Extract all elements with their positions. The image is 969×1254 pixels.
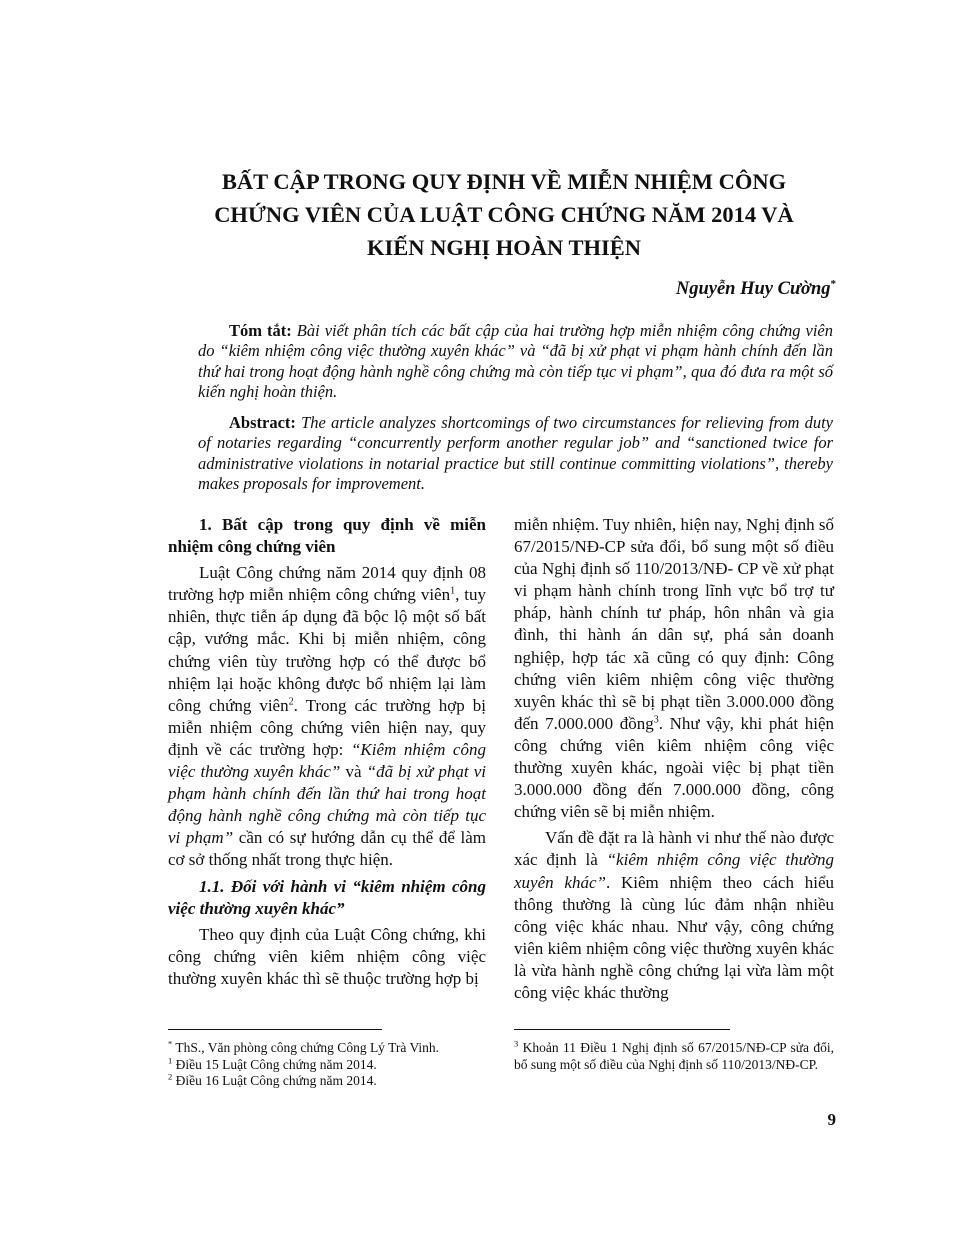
quoted-phrase: “đã bị xử phạt vi phạm hành chính đến lần thứ hai trong hoạt động hành nghề công chứng mà còn tiếp tục vi phạm” bbox=[168, 762, 486, 848]
abstract-vi-label: Tóm tắt: bbox=[229, 321, 292, 340]
para-text: miễn nhiệm. Tuy nhiên, hiện nay, Nghị định số 67/2015/NĐ-CP sửa đổi, bổ sung một số điều của Nghị định số 110/2013/NĐ- CP về xử phạt vi phạm hành chính trong lĩnh vực bổ trợ tư pháp, hành chính tư pháp, hôn nhân và gia đình, thi hành án dân sự, phá sản doanh nghiệp, hợp tác xã cũng có quy định: Công chứng viên kiêm nhiệm công việc thường xuyên khác thì sẽ bị phạt tiền 3.000.000 đồng đến 7.000.000 đồng bbox=[514, 515, 834, 733]
para-text: cần có sự hướng dẫn cụ thể để làm cơ sở thống nhất trong thực hiện. bbox=[168, 828, 487, 870]
footnote-mark: 2 bbox=[168, 1071, 173, 1082]
para-text: Vấn đề đặt ra là hành vi như thế nào được xác định là bbox=[514, 828, 834, 870]
footnote-3 bbox=[514, 1040, 834, 1073]
footnote-text: Điều 15 Luật Công chứng năm 2014. bbox=[172, 1056, 377, 1072]
footnote-text: Điều 16 Luật Công chứng năm 2014. bbox=[172, 1073, 377, 1088]
footnote-text: ThS., Văn phòng công chứng Công Lý Trà Vinh. bbox=[172, 1040, 440, 1055]
footnote-2 bbox=[168, 1073, 486, 1090]
footnote-text: Khoản 11 Điều 1 Nghị định số 67/2015/NĐ-CP sửa đổi, bổ sung một số điều của Nghị định số 110/2013/NĐ-CP. bbox=[514, 1040, 834, 1072]
left-paragraph-2: Theo quy định của Luật Công chứng, khi công chứng viên kiêm nhiệm công việc thường xuyên khác thì sẽ thuộc trường hợp bị bbox=[168, 924, 486, 988]
title-line-2: CHỨNG VIÊN CỦA LUẬT CÔNG CHỨNG NĂM 2014 VÀ bbox=[214, 202, 794, 227]
right-paragraph-2 bbox=[514, 827, 834, 1004]
author-byline bbox=[676, 279, 836, 300]
footnote-1 bbox=[168, 1057, 486, 1074]
footnote-divider-left bbox=[168, 1029, 382, 1030]
right-column bbox=[514, 514, 834, 1004]
footnote-ref-3: 3 bbox=[653, 714, 659, 726]
para-text: và bbox=[340, 762, 367, 782]
right-paragraph-1 bbox=[514, 514, 834, 823]
page-number: 9 bbox=[827, 1110, 836, 1129]
abstract-vi-text: Bài viết phân tích các bất cập của hai trường hợp miễn nhiệm công chứng viên do “kiêm nhiệm công việc thường xuyên khác” và “đã bị xử phạt vi phạm hành chính đến lần thứ hai trong hoạt động hành nghề công chứng mà còn tiếp tục vi phạm”, qua đó đưa ra một số kiến nghị hoàn thiện. bbox=[198, 321, 834, 402]
footnote-ref-1: 1 bbox=[450, 585, 456, 597]
para-text: Luật Công chứng năm 2014 quy định 08 trường hợp miễn nhiệm công chứng viên bbox=[168, 563, 486, 605]
para-text: , tuy nhiên, thực tiễn áp dụng đã bộc lộ một số bất cập, vướng mắc. Khi bị miễn nhiệm, công chứng viên tùy trường hợp có thể được bổ nhiệm lại hoặc không được bổ nhiệm lại làm công chứng viên bbox=[168, 585, 486, 715]
abstract-english bbox=[198, 413, 833, 495]
section-heading-1: 1. Bất cập trong quy định về miễn nhiệm công chứng viên bbox=[168, 515, 486, 557]
title-line-3: KIẾN NGHỊ HOÀN THIỆN bbox=[366, 235, 641, 260]
para-text: . Như vậy, khi phát hiện công chứng viên kiêm nhiệm công việc thường xuyên khác, ngoài việc bị phạt tiền 3.000.000 đồng đến 7.000.000 đồng, công chứng viên sẽ bị miễn nhiệm. bbox=[514, 713, 834, 822]
quoted-phrase: “Kiêm nhiệm công việc thường xuyên khác” bbox=[168, 739, 486, 782]
abstract-en-label: Abstract: bbox=[229, 413, 296, 432]
section-heading-1-1: 1.1. Đối với hành vi “kiêm nhiệm công việc thường xuyên khác” bbox=[168, 876, 486, 918]
footnote-ref-2: 2 bbox=[288, 696, 294, 708]
footnote-mark: * bbox=[168, 1038, 173, 1049]
author-footnote-mark: * bbox=[830, 277, 836, 290]
footnote-divider-right bbox=[514, 1029, 730, 1030]
left-paragraph-1 bbox=[168, 562, 486, 871]
article-title bbox=[170, 165, 838, 264]
abstract-en-text: The article analyzes shortcomings of two circumstances for relieving from duty of notaries regarding “concurrently perform another regular job” and “sanctioned twice for administrative violations in notarial practice but still continue committing violations”, thereby makes proposals for improvement. bbox=[198, 413, 833, 494]
abstract-vietnamese bbox=[198, 321, 833, 403]
footnote-mark: 3 bbox=[514, 1038, 519, 1049]
quoted-phrase: “kiêm nhiệm công việc thường xuyên khác” bbox=[514, 850, 834, 892]
author-name: Nguyễn Huy Cường bbox=[675, 279, 831, 299]
footnote-mark: 1 bbox=[168, 1055, 173, 1065]
para-text: . Kiêm nhiệm theo cách hiểu thông thường là cùng lúc đảm nhận nhiều công việc khác nhau. Như vậy, công chứng viên kiêm nhiệm công việc thường xuyên khác là vừa hành nghề công chứng lại vừa làm một công việc khác thường bbox=[514, 872, 834, 1002]
footnotes-right bbox=[514, 1040, 834, 1073]
title-line-1: BẤT CẬP TRONG QUY ĐỊNH VỀ MIỄN NHIỆM CÔNG bbox=[221, 169, 787, 194]
para-text: . Trong các trường hợp bị miễn nhiệm công chứng viên hiện nay, quy định về các trường hợp: bbox=[168, 695, 487, 759]
footnote-author bbox=[168, 1040, 486, 1057]
footnotes-left bbox=[168, 1040, 486, 1090]
left-column bbox=[168, 514, 486, 990]
